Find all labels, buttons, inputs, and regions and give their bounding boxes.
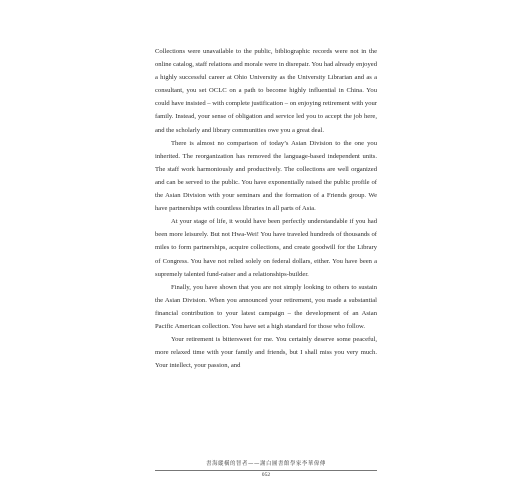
page-body [155,45,377,372]
paragraph-5: Your retirement is bittersweet for me. You certainly deserve some peaceful, more relaxed time with your family and friends, but I shall miss you very much. Your intellect, your passion, and [155,336,377,370]
paragraph-3: At your stage of life, it would have been perfectly understandable if you had been more leisurely. But not Hwa-Wei! You have traveled hundreds of thousands of miles to form partnerships, acquire collections, and create goodwill for the Library of Congress. You have not relied solely on federal dollars, either. You have been a supremely talented fund-raiser and a relationships-builder. [155,218,377,278]
page-footer [155,461,377,479]
paragraph-1: Collections were unavailable to the public, bibliographic records were not in the online catalog, staff relations and morale were in disrepair. You had already enjoyed a highly successful career at Ohio University as the University Librarian and as a consultant, you set OCLC on a path to become highly influential in China. You could have insisted – with complete justification – on enjoying retirement with your family. Instead, your sense of obligation and service led you to accept the job here, and the scholarly and library communities owe you a great deal. [155,48,377,134]
paragraph-2: There is almost no comparison of today’s Asian Division to the one you inherited. The reorganization has removed the language-based independent units. The staff work harmoniously and productively. The collections are well organized and can be served to the public. You have exponentially raised the public profile of the Asian Division with your seminars and the formation of a Friends group. We have partnerships with countless libraries in all parts of Asia. [155,139,377,213]
page-number: 052 [261,472,271,478]
paragraph-4: Finally, you have shown that you are not simply looking to others to sustain the Asian Division. When you announced your retirement, you made a substantial financial contribution to your latest campaign – the development of an Asian Pacific American collection. You have set a high standard for those who follow. [155,283,377,330]
footer-divider [155,470,377,471]
running-footer-title: 書海縱橫的智者——謝白圖書館學家李華偉傳 [206,461,326,467]
